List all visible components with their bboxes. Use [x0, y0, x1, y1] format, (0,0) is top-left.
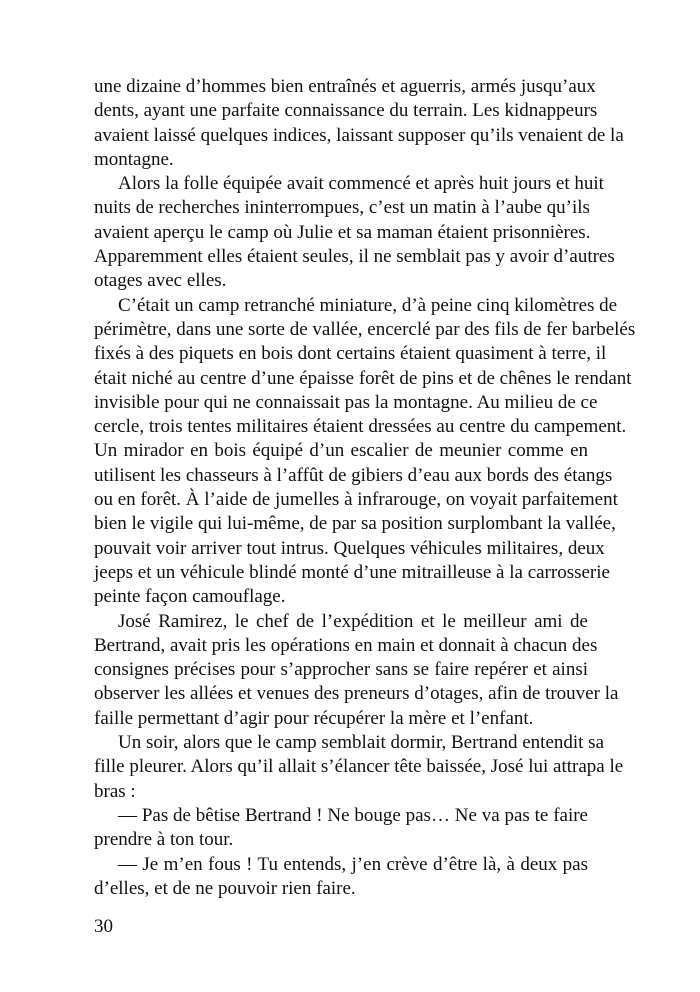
- text-line: une dizaine d’hommes bien entraînés et aguerris, armés jusqu’aux: [94, 76, 596, 97]
- page-number: 30: [94, 916, 113, 937]
- paragraph: [94, 294, 636, 610]
- text-line: cercle, trois tentes militaires étaient dressées au centre du campement.: [94, 416, 627, 438]
- text-line: Un mirador en bois équipé d’un escalier de meunier comme en: [94, 440, 588, 462]
- text-line: dents, ayant une parfaite connaissance du terrain. Les kidnappeurs: [94, 100, 598, 122]
- text-line: faille permettant d’agir pour récupérer la mère et l’enfant.: [94, 707, 534, 729]
- text-line: avaient laissé quelques indices, laissant supposer qu’ils venaient de la: [94, 124, 624, 146]
- text-line: montagne.: [94, 148, 174, 170]
- text-line: utilisent les chasseurs à l’affût de gibiers d’eau aux bords des étangs: [94, 464, 613, 486]
- text-line: José Ramirez, le chef de l’expédition et le meilleur ami de: [118, 610, 588, 632]
- text-line: ou en forêt. À l’aide de jumelles à infrarouge, on voyait parfaitement: [94, 489, 618, 511]
- text-line: invisible pour qui ne connaissait pas la montagne. Au milieu de ce: [94, 391, 598, 413]
- paragraph: [94, 731, 624, 804]
- body-text: [94, 75, 636, 901]
- text-line: bras :: [94, 780, 136, 802]
- paragraph: [94, 804, 588, 853]
- text-line: avaient aperçu le camp où Julie et sa maman étaient prisonnières.: [94, 221, 591, 243]
- text-line: observer les allées et venues des preneurs d’otages, afin de trouver la: [94, 683, 619, 705]
- paragraph: [94, 75, 624, 172]
- text-line: pouvait voir arriver tout intrus. Quelques véhicules militaires, deux: [94, 537, 605, 559]
- text-line: peinte façon camouflage.: [94, 586, 286, 608]
- text-line: Alors la folle équipée avait commencé et après huit jours et huit: [118, 173, 604, 195]
- text-line: otages avec elles.: [94, 270, 227, 292]
- text-line: fixés à des piquets en bois dont certains étaient quasiment à terre, il: [94, 343, 607, 365]
- text-line: bien le vigile qui lui-même, de par sa position surplombant la vallée,: [94, 513, 616, 535]
- text-line: — Pas de bêtise Bertrand ! Ne bouge pas… Ne va pas te faire: [118, 804, 588, 826]
- text-line: Apparemment elles étaient seules, il ne semblait pas y avoir d’autres: [94, 246, 615, 268]
- text-line: d’elles, et de ne pouvoir rien faire.: [94, 877, 356, 899]
- text-line: nuits de recherches ininterrompues, c’est un matin à l’aube qu’ils: [94, 197, 590, 219]
- text-line: Bertrand, avait pris les opérations en main et donnait à chacun des: [94, 634, 598, 656]
- text-line: — Je m’en fous ! Tu entends, j’en crève d’être là, à deux pas: [118, 853, 588, 875]
- text-line: C’était un camp retranché miniature, d’à peine cinq kilomètres de: [118, 294, 618, 316]
- paragraph: [94, 172, 615, 293]
- text-line: consignes précises pour s’approcher sans se faire repérer et ainsi: [94, 659, 588, 681]
- text-line: fille pleurer. Alors qu’il allait s’élancer tête baissée, José lui attrapa le: [94, 756, 624, 778]
- paragraph: [94, 853, 588, 902]
- text-line: Un soir, alors que le camp semblait dormir, Bertrand entendit sa: [118, 732, 605, 754]
- paragraph: [94, 610, 619, 731]
- text-line: périmètre, dans une sorte de vallée, encerclé par des fils de fer barbelés: [94, 318, 636, 340]
- text-line: prendre à ton tour.: [94, 829, 234, 851]
- text-line: était niché au centre d’une épaisse forêt de pins et de chênes le rendant: [94, 367, 632, 389]
- text-line: jeeps et un véhicule blindé monté d’une mitrailleuse à la carrosserie: [94, 561, 610, 583]
